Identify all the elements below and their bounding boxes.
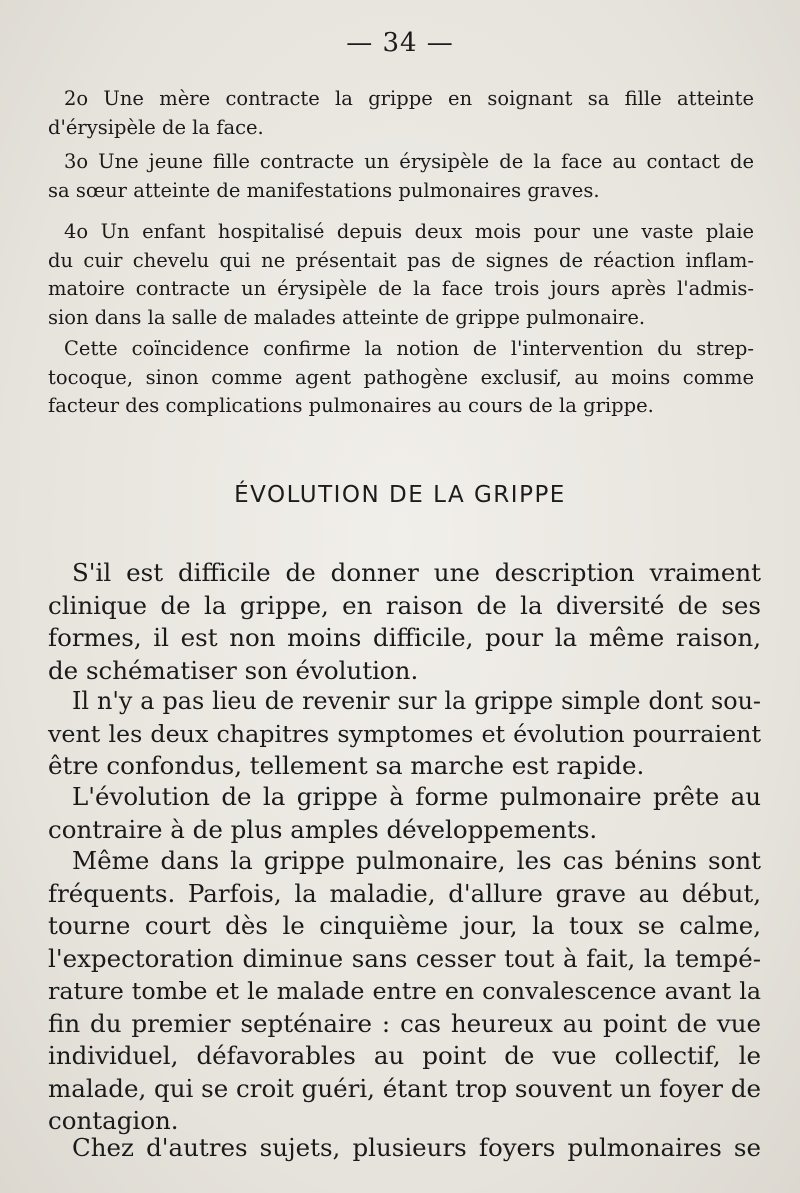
- section-heading: ÉVOLUTION DE LA GRIPPE: [234, 482, 566, 508]
- page-number: — 34 —: [346, 28, 454, 58]
- paragraph: [48, 781, 761, 846]
- text-line: du cuir chevelu qui ne présentait pas de signes de réaction inflam-: [48, 248, 754, 272]
- text-line: matoire contracte un érysipèle de la face trois jours après l'admis-: [48, 277, 754, 301]
- text-line: 4o Un enfant hospitalisé depuis deux mois pour une vaste plaie: [64, 220, 754, 243]
- paragraph: [48, 557, 761, 687]
- text-line: tourne court dès le cinquième jour, la toux se calme,: [48, 911, 761, 940]
- text-line: 3o Une jeune fille contracte un érysipèle de la face au contact de: [64, 150, 754, 173]
- text-line: L'évolution de la grippe à forme pulmonaire prête au: [72, 782, 761, 811]
- paragraph: [48, 685, 761, 783]
- text-line: tocoque, sinon comme agent pathogène exclusif, au moins comme: [48, 365, 754, 389]
- text-line: Cette coïncidence confirme la notion de l'intervention du strep-: [64, 337, 754, 360]
- text-line: formes, il est non moins difficile, pour la même raison,: [48, 623, 761, 652]
- text-line: Chez d'autres sujets, plusieurs foyers pulmonaires se: [72, 1133, 761, 1162]
- text-line: contagion.: [48, 1106, 179, 1135]
- text-line: contraire à de plus amples développements.: [48, 814, 598, 844]
- text-line: fréquents. Parfois, la maladie, d'allure grave au début,: [48, 878, 761, 908]
- text-line: sion dans la salle de malades atteinte de grippe pulmonaire.: [48, 305, 646, 329]
- list-item: [48, 218, 754, 332]
- text-line: 2o Une mère contracte la grippe en soignant sa fille atteinte: [64, 87, 754, 110]
- text-line: malade, qui se croit guéri, étant trop souvent un foyer de: [48, 1073, 761, 1103]
- text-line: être confondus, tellement sa marche est rapide.: [48, 751, 645, 780]
- text-line: Il n'y a pas lieu de revenir sur la grippe simple dont sou-: [72, 687, 761, 715]
- text-line: vent les deux chapitres symptomes et évolution pourraient: [48, 719, 761, 748]
- list-item: [48, 85, 754, 142]
- list-item: [48, 148, 754, 205]
- text-line: fin du premier septénaire : cas heureux au point de vue: [48, 1008, 761, 1038]
- text-line: rature tombe et le malade entre en convalescence avant la: [48, 977, 761, 1005]
- text-line: l'expectoration diminue sans cesser tout à fait, la tempé-: [48, 943, 761, 973]
- paragraph: [48, 845, 761, 1138]
- text-line: Même dans la grippe pulmonaire, les cas bénins sont: [72, 846, 761, 875]
- text-line: clinique de la grippe, en raison de la diversité de ses: [48, 590, 761, 620]
- text-line: de schématiser son évolution.: [48, 655, 419, 685]
- text-line: S'il est difficile de donner une description vraiment: [72, 558, 761, 587]
- paragraph: [48, 1132, 761, 1165]
- text-line: individuel, défavorables au point de vue collectif, le: [48, 1041, 761, 1070]
- text-line: sa sœur atteinte de manifestations pulmonaires graves.: [48, 178, 600, 202]
- paragraph: [48, 335, 754, 421]
- text-line: d'érysipèle de la face.: [48, 115, 264, 139]
- text-line: facteur des complications pulmonaires au cours de la grippe.: [48, 394, 654, 418]
